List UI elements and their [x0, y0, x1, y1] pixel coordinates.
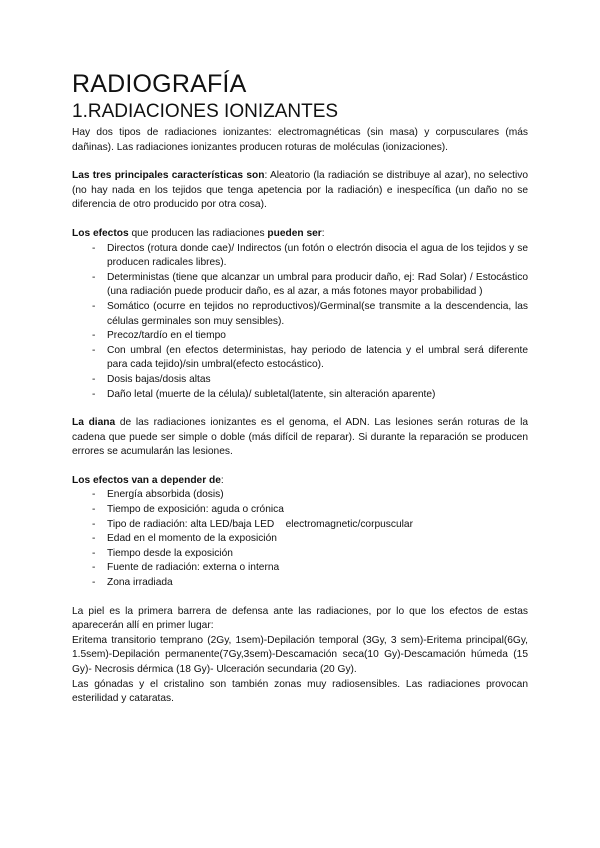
list-item: - Directos (rotura donde cae)/ Indirectos (un fotón o electrón disocia el agua de los tejidos y se producen radicales libres). [92, 242, 528, 271]
list-item: - Tiempo de exposición: aguda o crónica [92, 503, 528, 518]
section-title: 1.RADIACIONES IONIZANTES [72, 101, 339, 122]
target-paragraph [72, 416, 528, 460]
list-item: - Deterministas (tiene que alcanzar un umbral para producir daño, ej: Rad Solar) / Estocástico (una radiación puede producir daño, es al azar, a más fotones mayor probabilidad ) [92, 271, 528, 300]
effects-heading-mid: que producen las radiaciones [128, 227, 268, 239]
characteristics-label: Las tres principales características son [72, 170, 265, 182]
list-item: - Daño letal (muerte de la célula)/ subletal(latente, sin alteración aparente) [92, 388, 528, 403]
list-item: - Fuente de radiación: externa o interna [92, 561, 528, 576]
depend-heading [72, 474, 528, 489]
characteristics-text: : Aleatorio (la radiación se distribuye al azar), no selectivo (no hay nada en los tejidos que tenga apetencia por la radiación) e inespecífica (un daño no se diferencia de otro producido por otra cosa). [72, 170, 528, 211]
list-item: - Con umbral (en efectos deterministas, hay periodo de latencia y el umbral será diferente para cada tejido)/sin umbral(efecto estocástico). [92, 344, 528, 373]
skin-intro-paragraph: La piel es la primera barrera de defensa ante las radiaciones, por lo que los efectos de estas aparecerán allí en primer lugar: [72, 605, 528, 632]
list-item: - Energía absorbida (dosis) [92, 488, 528, 503]
list-item: - Zona irradiada [92, 576, 528, 591]
target-label: La diana [72, 417, 116, 429]
skin-effects-paragraph: Eritema transitorio temprano (2Gy, 1sem)-Depilación temporal (3Gy, 3 sem)-Eritema principal(6Gy, 1.5sem)-Depilación permanente(7Gy,3sem)-Descamación seca(10 Gy)-Descamación húmeda (15 Gy)- Necrosis dérmica (18 Gy)- Ulceración secundaria (20 Gy). [72, 634, 528, 675]
target-text: de las radiaciones ionizantes es el genoma, el ADN. Las lesiones serán roturas de la cadena que puede ser simple o doble (más difícil de reparar). Si durante la reparación se producen errores se acumularán las lesiones. [72, 417, 528, 458]
list-item: - Dosis bajas/dosis altas [92, 373, 528, 388]
effects-heading [72, 227, 528, 242]
gonads-paragraph: Las gónadas y el cristalino son también zonas muy radiosensibles. Las radiaciones provocan esterilidad y cataratas. [72, 678, 528, 705]
document-body [72, 70, 528, 707]
effects-heading-end: : [321, 227, 325, 239]
list-item: - Edad en el momento de la exposición [92, 532, 528, 547]
effects-heading-bold-1: Los efectos [72, 227, 129, 239]
depend-heading-bold: Los efectos van a depender de [72, 474, 221, 486]
characteristics-paragraph [72, 169, 528, 213]
depend-heading-end: : [220, 474, 224, 486]
list-item: - Tipo de radiación: alta LED/baja LED electromagnetic/corpuscular [92, 518, 528, 533]
list-item: - Somático (ocurre en tejidos no reproductivos)/Germinal(se transmite a la descendencia, las células germinales son muy sensibles). [92, 300, 528, 329]
document-title: RADIOGRAFÍA [72, 70, 247, 98]
depend-list [72, 488, 528, 590]
intro-paragraph: Hay dos tipos de radiaciones ionizantes: electromagnéticas (sin masa) y corpusculares (más dañinas). Las radiaciones ionizantes producen roturas de moléculas (ionizaciones). [72, 127, 528, 153]
effects-heading-bold-2: pueden ser [267, 227, 322, 239]
list-item: - Tiempo desde la exposición [92, 547, 528, 562]
effects-list [72, 242, 528, 403]
list-item: - Precoz/tardío en el tiempo [92, 329, 528, 344]
